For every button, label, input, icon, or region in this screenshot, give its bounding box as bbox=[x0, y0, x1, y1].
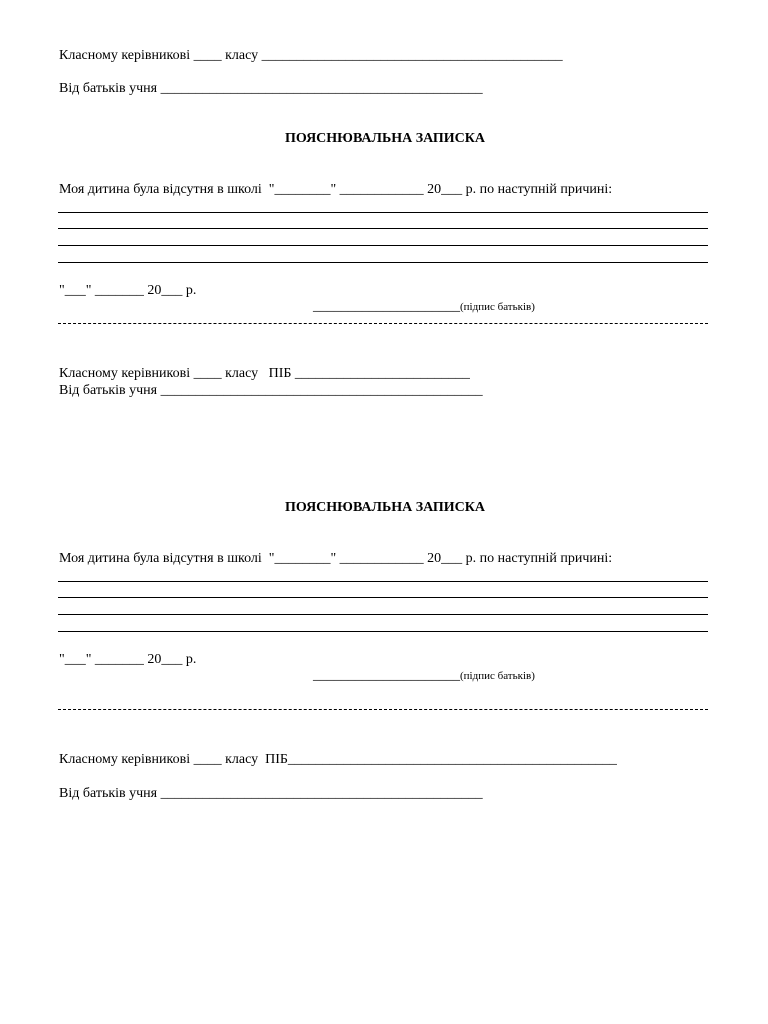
absence-line-1: Моя дитина була відсутня в школі "________" ____________ 20___ р. по наступній причині: bbox=[59, 182, 613, 197]
signature-1 bbox=[306, 283, 535, 315]
teacher-line-3: Класному керівникові ____ класу ПІБ_______________________________________________ bbox=[59, 752, 617, 767]
note-title-2: ПОЯСНЮВАЛЬНА ЗАПИСКА bbox=[284, 500, 485, 515]
signature-caption-2: (підпис батьків) bbox=[460, 670, 535, 682]
signature-caption-1: (підпис батьків) bbox=[460, 301, 535, 313]
note-title-1: ПОЯСНЮВАЛЬНА ЗАПИСКА bbox=[284, 131, 485, 146]
parent-line-3: Від батьків учня ______________________________________________ bbox=[59, 786, 483, 801]
cut-line-1 bbox=[58, 323, 708, 324]
cut-line-2 bbox=[58, 709, 708, 710]
reason-rule-2a bbox=[58, 581, 708, 582]
reason-rule-2d bbox=[58, 631, 708, 632]
reason-rule-1d bbox=[58, 262, 708, 263]
signature-2 bbox=[306, 652, 535, 684]
parent-line-top: Від батьків учня ______________________________________________ bbox=[59, 81, 483, 96]
reason-rule-2c bbox=[58, 614, 708, 615]
reason-rule-1a bbox=[58, 212, 708, 213]
absence-line-2: Моя дитина була відсутня в школі "________" ____________ 20___ р. по наступній причині: bbox=[59, 551, 613, 566]
teacher-line-top: Класному керівникові ____ класу ___________________________________________ bbox=[59, 48, 563, 63]
signature-blank-2: _____________________ bbox=[313, 668, 460, 683]
date-line-2: "___" _______ 20___ р. bbox=[59, 652, 197, 667]
signature-blank-1: _____________________ bbox=[313, 299, 460, 314]
date-line-1: "___" _______ 20___ р. bbox=[59, 283, 197, 298]
reason-rule-1b bbox=[58, 228, 708, 229]
teacher-line-2: Класному керівникові ____ класу ПІБ _________________________ bbox=[59, 366, 470, 381]
reason-rule-2b bbox=[58, 597, 708, 598]
reason-rule-1c bbox=[58, 245, 708, 246]
parent-line-2: Від батьків учня ______________________________________________ bbox=[59, 383, 483, 398]
